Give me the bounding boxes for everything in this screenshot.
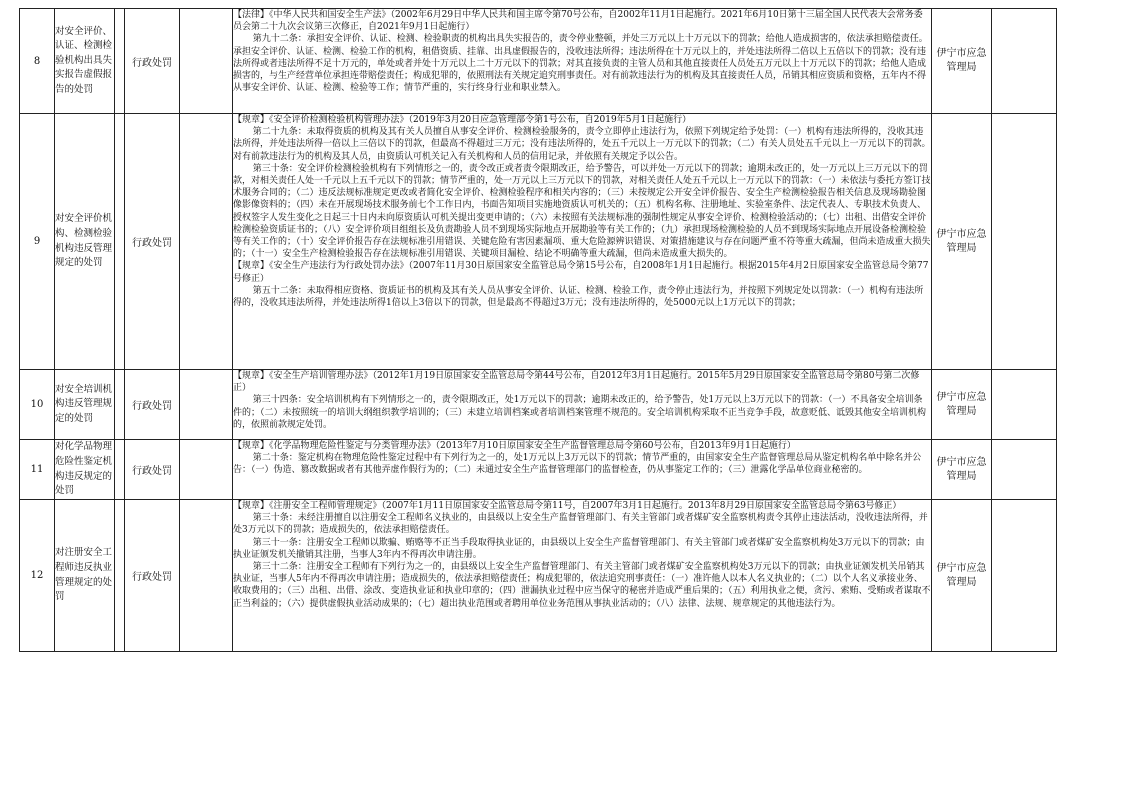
basis-paragraph: 第二十条：鉴定机构在物理危险性鉴定过程中有下列行为之一的，处1万元以上3万元以下的罚款；情节严重的，由国家安全生产监督管理总局从鉴定机构名单中除名并公告：（一）伪造、篡改数据或者有其他弄虚作假行为的；（二）未通过安全生产监督管理部门的监督检查，仍从事鉴定工作的；（三）泄露化学品单位商业秘密的。 [233, 453, 922, 476]
basis-paragraph: 【法律】《中华人民共和国安全生产法》（2002年6月29日中华人民共和国主席令第70号公布，自2002年11月1日起施行。2021年6月10日第十三届全国人民代表大会常务委员会第二十九次会议第三次修正，自2021年9月1日起施行） [233, 10, 923, 33]
table-row [20, 440, 1057, 500]
empty-cell [992, 440, 1057, 500]
empty-cell [115, 114, 125, 370]
penalty-table [19, 8, 1057, 652]
basis-paragraph: 【规章】《化学品物理危险性鉴定与分类管理办法》（2013年7月10日原国家安全生产监督管理总局令第60号公布，自2013年9月1日起施行） [233, 441, 796, 451]
row-number: 8 [20, 9, 55, 114]
empty-cell [992, 500, 1057, 652]
power-type: 行政处罚 [125, 500, 180, 652]
basis-paragraph: 【规章】《安全生产培训管理办法》（2012年1月19日原国家安全监管总局令第44号公布，自2012年3月1日起施行。2015年5月29日原国家安全监管总局令第80号第二次修正） [233, 371, 920, 394]
row-number: 11 [20, 440, 55, 500]
power-type: 行政处罚 [125, 370, 180, 440]
basis-paragraph: 第三十二条：注册安全工程师有下列行为之一的，由县级以上安全生产监督管理部门、有关主管部门或者煤矿安全监察机构处3万元以下的罚款；由执业证颁发机关吊销其执业证，当事人5年内不得再次申请注册；造成损失的，依法承担赔偿责任；构成犯罪的，依法追究刑事责任：（一）准许他人以本人名义执业的；（二）以个人名义承接业务、收取费用的；（三）出租、出借、涂改、变造执业证和执业印章的；（四）泄漏执业过程中应当保守的秘密并造成严重后果的；（五）利用执业之便，贪污、索贿、受贿或者谋取不正当利益的；（六）提供虚假执业活动成果的；（七）超出执业范围或者聘用单位业务范围从事执业活动的；（八）法律、法规、规章规定的其他违法行为。 [233, 562, 931, 609]
empty-cell [180, 440, 233, 500]
row-number: 9 [20, 114, 55, 370]
empty-cell [180, 500, 233, 652]
item-name: 对安全培训机构违反管理规定的处罚 [55, 370, 115, 440]
empty-cell [115, 9, 125, 114]
basis-paragraph: 【规章】《安全生产违法行为行政处罚办法》（2007年11月30日原国家安全监管总局令第15号公布，自2008年1月1日起施行。根据2015年4月2日原国家安全监管总局令第77号修正） [233, 261, 929, 284]
row-number: 10 [20, 370, 55, 440]
empty-cell [115, 500, 125, 652]
power-type: 行政处罚 [125, 440, 180, 500]
item-name: 对安全评价、认证、检测检验机构出具失实报告虚假报告的处罚 [55, 9, 115, 114]
implementing-department: 伊宁市应急管理局 [932, 114, 992, 370]
item-name: 对注册安全工程师违反执业管理规定的处罚 [55, 500, 115, 652]
basis-paragraph: 【规章】《安全评价检测检验机构管理办法》（2019年3月20日应急管理部令第1号公布，自2019年5月1日起施行） [233, 115, 692, 125]
empty-cell [992, 9, 1057, 114]
basis-paragraph: 第二十九条：未取得资质的机构及其有关人员擅自从事安全评价、检测检验服务的，责令立即停止违法行为，依照下列规定给予处罚：（一）机构有违法所得的，没收其违法所得，并处违法所得一倍以上三倍以下的罚款，但最高不得超过三万元；没有违法所得的，处五千元以上一万元以下的罚款；（二）有关人员处五千元以上一万元以下的罚款。对有前款违法行为的机构及其人员，由资质认可机关记入有关机构和人员的信用记录，并依照有关规定予以公告。 [233, 127, 931, 162]
basis-paragraph: 第三十一条：注册安全工程师以欺骗、贿赂等不正当手段取得执业证的，由县级以上安全生产监督管理部门、有关主管部门或者煤矿安全监察机构处3万元以下的罚款；由执业证颁发机关撤销其注册，当事人3年内不得再次申请注册。 [233, 537, 925, 560]
table-row [20, 9, 1057, 114]
table-row [20, 500, 1057, 652]
item-name: 对化学品物理危险性鉴定机构违反规定的处罚 [55, 440, 115, 500]
empty-cell [180, 9, 233, 114]
implementing-department: 伊宁市应急管理局 [932, 9, 992, 114]
power-type: 行政处罚 [125, 114, 180, 370]
implementing-department: 伊宁市应急管理局 [932, 370, 992, 440]
table-row [20, 114, 1057, 370]
legal-basis [233, 370, 932, 440]
empty-cell [115, 440, 125, 500]
basis-paragraph: 第九十二条：承担安全评价、认证、检测、检验职责的机构出具失实报告的，责令停业整顿，并处三万元以上十万元以下的罚款；给他人造成损害的，依法承担赔偿责任。承担安全评价、认证、检测、检验工作的机构，租借资质、挂靠、出具虚假报告的，没收违法所得；违法所得在十万元以上的，并处违法所得二倍以上五倍以下的罚款；没有违法所得或者违法所得不足十万元的，单处或者并处十万元以上二十万元以下的罚款；对其直接负责的主管人员和其他直接责任人员处五万元以上十万元以下的罚款；给他人造成损害的，与生产经营单位承担连带赔偿责任；构成犯罪的，依照刑法有关规定追究刑事责任。对有前款违法行为的机构及其直接责任人员，吊销其相应资质和资格，五年内不得从事安全评价、认证、检测、检验等工作；情节严重的，实行终身行业和职业禁入。 [233, 34, 928, 94]
basis-paragraph: 第三十条：未经注册擅自以注册安全工程师名义执业的，由县级以上安全生产监督管理部门、有关主管部门或者煤矿安全监察机构责令其停止违法活动，没收违法所得，并处3万元以下的罚款；造成损失的，依法承担赔偿责任。 [233, 513, 928, 536]
basis-paragraph: 【规章】《注册安全工程师管理规定》（2007年1月11日原国家安全监管总局令第11号，自2007年3月1日起施行。2013年8月29日原国家安全监管总局令第63号修正） [233, 501, 902, 511]
legal-basis [233, 114, 932, 370]
empty-cell [992, 114, 1057, 370]
basis-paragraph: 第三十四条：安全培训机构有下列情形之一的，责令限期改正，处1万元以下的罚款；逾期未改正的，给予警告，处1万元以上3万元以下的罚款：（一）不具备安全培训条件的；（二）未按照统一的培训大纲组织教学培训的；（三）未建立培训档案或者培训档案管理不规范的。安全培训机构采取不正当竞争手段，故意贬低、诋毁其他安全培训机构的，依照前款规定处罚。 [233, 395, 927, 430]
table-row [20, 370, 1057, 440]
legal-basis [233, 500, 932, 652]
implementing-department: 伊宁市应急管理局 [932, 440, 992, 500]
empty-cell [992, 370, 1057, 440]
implementing-department: 伊宁市应急管理局 [932, 500, 992, 652]
item-name: 对安全评价机构、检测检验机构违反管理规定的处罚 [55, 114, 115, 370]
empty-cell [180, 114, 233, 370]
legal-basis [233, 440, 932, 500]
basis-paragraph: 第五十二条：未取得相应资格、资质证书的机构及其有关人员从事安全评价、认证、检测、检验工作，责令停止违法行为，并按照下列规定处以罚款：（一）机构有违法所得的，没收其违法所得，并处违法所得1倍以上3倍以下的罚款，但是最高不得超过3万元；没有违法所得的，处5000元以上1万元以下的罚款； [233, 285, 924, 309]
empty-cell [115, 370, 125, 440]
power-type: 行政处罚 [125, 9, 180, 114]
basis-paragraph: 第三十条：安全评价检测检验机构有下列情形之一的，责令改正或者责令限期改正，给予警告，可以并处一万元以下的罚款；逾期未改正的，处一万元以上三万元以下的罚款，对相关责任人处一千元以上五千元以下的罚款；情节严重的，处一万元以上三万元以下的罚款，对相关责任人处五千元以上一万元以下的罚款：（一）未依法与委托方签订技术服务合同的；（二）违反法规标准规定更改或者简化安全评价、检测检验程序和相关内容的；（三）未按规定公开安全评价报告、安全生产检测检验报告相关信息及现场勘验图像影像资料的；（四）未在开展现场技术服务前七个工作日内，书面告知项目实施地资质认可机关的；（五）机构名称、注册地址、实验室条件、法定代表人、专职技术负责人、授权签字人发生变化之日起三十日内未向原资质认可机关提出变更申请的；（六）未按照有关法规标准的强制性规定从事安全评价、检测检验活动的；（七）出租、出借安全评价检测检验资质证书的；（八）安全评价项目组组长及负责勘验人员不到现场实际地点开展勘验等有关工作的；（九）承担现场检测检验的人员不到现场实际地点开展设备检测检验等有关工作的；（十）安全评价报告存在法规标准引用错误、关键危险有害因素漏项、重大危险源辨识错误、对策措施建议与存在问题严重不符等重大疏漏，但尚未造成重大损失的；（十一）安全生产检测检验报告存在法规标准引用错误、关键项目漏检、结论不明确等重大疏漏，但尚未造成重大损失的。 [233, 163, 931, 260]
empty-cell [180, 370, 233, 440]
legal-basis [233, 9, 932, 114]
row-number: 12 [20, 500, 55, 652]
